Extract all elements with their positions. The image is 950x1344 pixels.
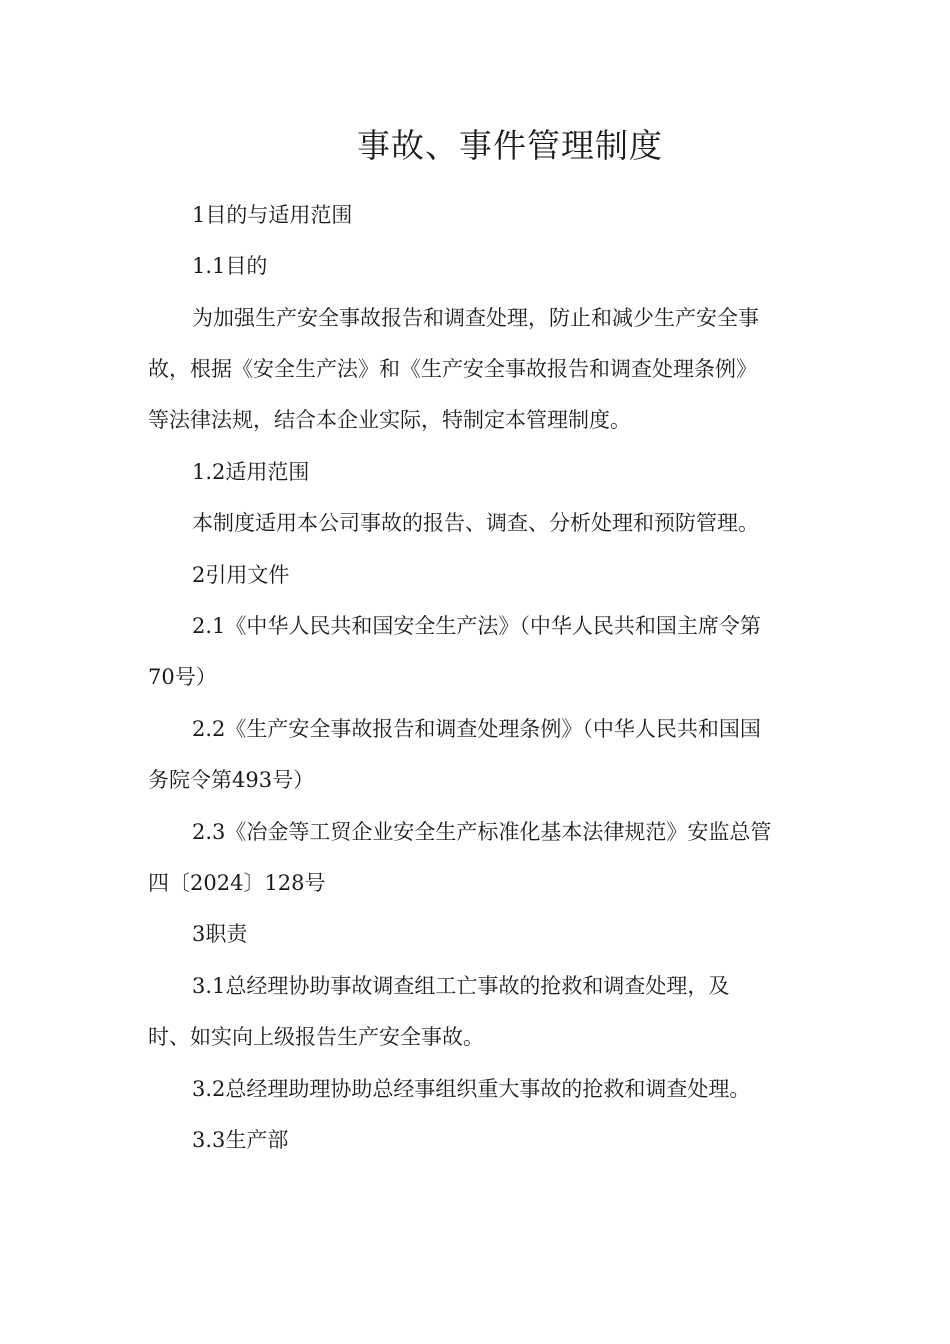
- section-heading: 3职责: [192, 922, 248, 946]
- paragraph-line: 2.1《中华人民共和国安全生产法》（中华人民共和国主席令第: [192, 614, 761, 638]
- paragraph-line: 四〔2024〕128号: [148, 871, 326, 895]
- subsection-heading: 1.1目的: [192, 254, 268, 278]
- document-title: 事故、事件管理制度: [357, 126, 663, 165]
- paragraph-line: 3.2总经理助理协助总经事组织重大事故的抢救和调查处理。: [192, 1077, 751, 1101]
- paragraph-line: 等法律法规，结合本企业实际，特制定本管理制度。: [148, 408, 631, 432]
- paragraph-line: 本制度适用本公司事故的报告、调查、分析处理和预防管理。: [192, 511, 759, 535]
- paragraph-line: 2.2《生产安全事故报告和调查处理条例》（中华人民共和国国: [192, 717, 761, 741]
- paragraph-line: 故，根据《安全生产法》和《生产安全事故报告和调查处理条例》: [148, 357, 757, 381]
- paragraph-line: 为加强生产安全事故报告和调查处理，防止和减少生产安全事: [192, 306, 759, 330]
- paragraph-line: 3.1总经理协助事故调查组工亡事故的抢救和调查处理，及: [192, 974, 730, 998]
- subsection-heading: 3.3生产部: [192, 1128, 289, 1152]
- section-heading: 1目的与适用范围: [192, 203, 353, 227]
- section-heading: 2引用文件: [192, 563, 290, 587]
- subsection-heading: 1.2适用范围: [192, 460, 310, 484]
- paragraph-line: 务院令第493号）: [148, 768, 315, 792]
- paragraph-line: 70号）: [148, 665, 217, 689]
- paragraph-line: 时、如实向上级报告生产安全事故。: [148, 1025, 484, 1049]
- paragraph-line: 2.3《冶金等工贸企业安全生产标准化基本法律规范》安监总管: [192, 820, 772, 844]
